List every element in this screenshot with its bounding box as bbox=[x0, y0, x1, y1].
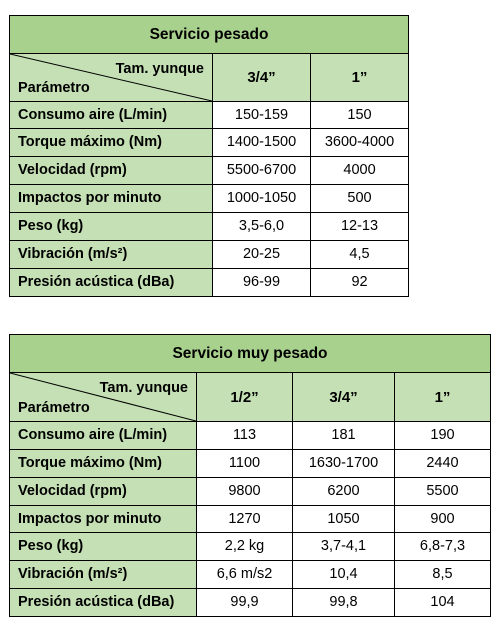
row-label: Peso (kg) bbox=[10, 533, 197, 561]
header-parametro: Parámetro bbox=[18, 399, 90, 416]
table-cell: 104 bbox=[395, 589, 491, 617]
row-label: Presión acústica (dBa) bbox=[10, 589, 197, 617]
table-cell: 1400-1500 bbox=[213, 129, 311, 157]
row-label: Consumo aire (L/min) bbox=[10, 102, 213, 129]
column-header: 3/4” bbox=[213, 54, 311, 102]
table-cell: 3,5-6,0 bbox=[213, 213, 311, 241]
row-label: Velocidad (rpm) bbox=[10, 157, 213, 185]
table-title: Servicio pesado bbox=[10, 16, 409, 54]
column-header: 3/4” bbox=[293, 373, 395, 422]
table-cell: 2440 bbox=[395, 450, 491, 478]
table-cell: 1050 bbox=[293, 506, 395, 533]
servicio-pesado-table bbox=[9, 15, 409, 297]
table-cell: 181 bbox=[293, 422, 395, 450]
row-label: Velocidad (rpm) bbox=[10, 478, 197, 506]
row-label: Presión acústica (dBa) bbox=[10, 269, 213, 297]
table-cell: 4,5 bbox=[311, 241, 409, 269]
table-cell: 1270 bbox=[197, 506, 293, 533]
row-label: Vibración (m/s²) bbox=[10, 561, 197, 589]
table-cell: 500 bbox=[311, 185, 409, 213]
table-cell: 1100 bbox=[197, 450, 293, 478]
header-tam-yunque: Tam. yunque bbox=[115, 61, 204, 77]
table-cell: 2,2 kg bbox=[197, 533, 293, 561]
table-cell: 1630-1700 bbox=[293, 450, 395, 478]
table-cell: 3,7-4,1 bbox=[293, 533, 395, 561]
row-label: Consumo aire (L/min) bbox=[10, 422, 197, 450]
table-title: Servicio muy pesado bbox=[10, 335, 491, 373]
table-cell: 3600-4000 bbox=[311, 129, 409, 157]
table-cell: 6200 bbox=[293, 478, 395, 506]
table-cell: 150-159 bbox=[213, 102, 311, 129]
servicio-muy-pesado-table bbox=[9, 334, 491, 617]
header-corner-cell bbox=[10, 54, 213, 102]
table-cell: 9800 bbox=[197, 478, 293, 506]
table-cell: 4000 bbox=[311, 157, 409, 185]
table-cell: 113 bbox=[197, 422, 293, 450]
table-cell: 10,4 bbox=[293, 561, 395, 589]
row-label: Impactos por minuto bbox=[10, 506, 197, 533]
table-cell: 190 bbox=[395, 422, 491, 450]
table-cell: 6,6 m/s2 bbox=[197, 561, 293, 589]
table-cell: 1000-1050 bbox=[213, 185, 311, 213]
header-tam-yunque: Tam. yunque bbox=[99, 380, 188, 396]
table-cell: 96-99 bbox=[213, 269, 311, 297]
header-corner-cell bbox=[10, 373, 197, 422]
table-cell: 12-13 bbox=[311, 213, 409, 241]
table-cell: 99,8 bbox=[293, 589, 395, 617]
row-label: Impactos por minuto bbox=[10, 185, 213, 213]
row-label: Torque máximo (Nm) bbox=[10, 129, 213, 157]
table-cell: 150 bbox=[311, 102, 409, 129]
row-label: Vibración (m/s²) bbox=[10, 241, 213, 269]
row-label: Peso (kg) bbox=[10, 213, 213, 241]
header-parametro: Parámetro bbox=[18, 79, 90, 96]
table-cell: 5500-6700 bbox=[213, 157, 311, 185]
table-cell: 8,5 bbox=[395, 561, 491, 589]
table-cell: 6,8-7,3 bbox=[395, 533, 491, 561]
column-header: 1” bbox=[395, 373, 491, 422]
table-cell: 900 bbox=[395, 506, 491, 533]
column-header: 1/2” bbox=[197, 373, 293, 422]
row-label: Torque máximo (Nm) bbox=[10, 450, 197, 478]
table-cell: 92 bbox=[311, 269, 409, 297]
table-cell: 99,9 bbox=[197, 589, 293, 617]
table-cell: 20-25 bbox=[213, 241, 311, 269]
column-header: 1” bbox=[311, 54, 409, 102]
table-cell: 5500 bbox=[395, 478, 491, 506]
